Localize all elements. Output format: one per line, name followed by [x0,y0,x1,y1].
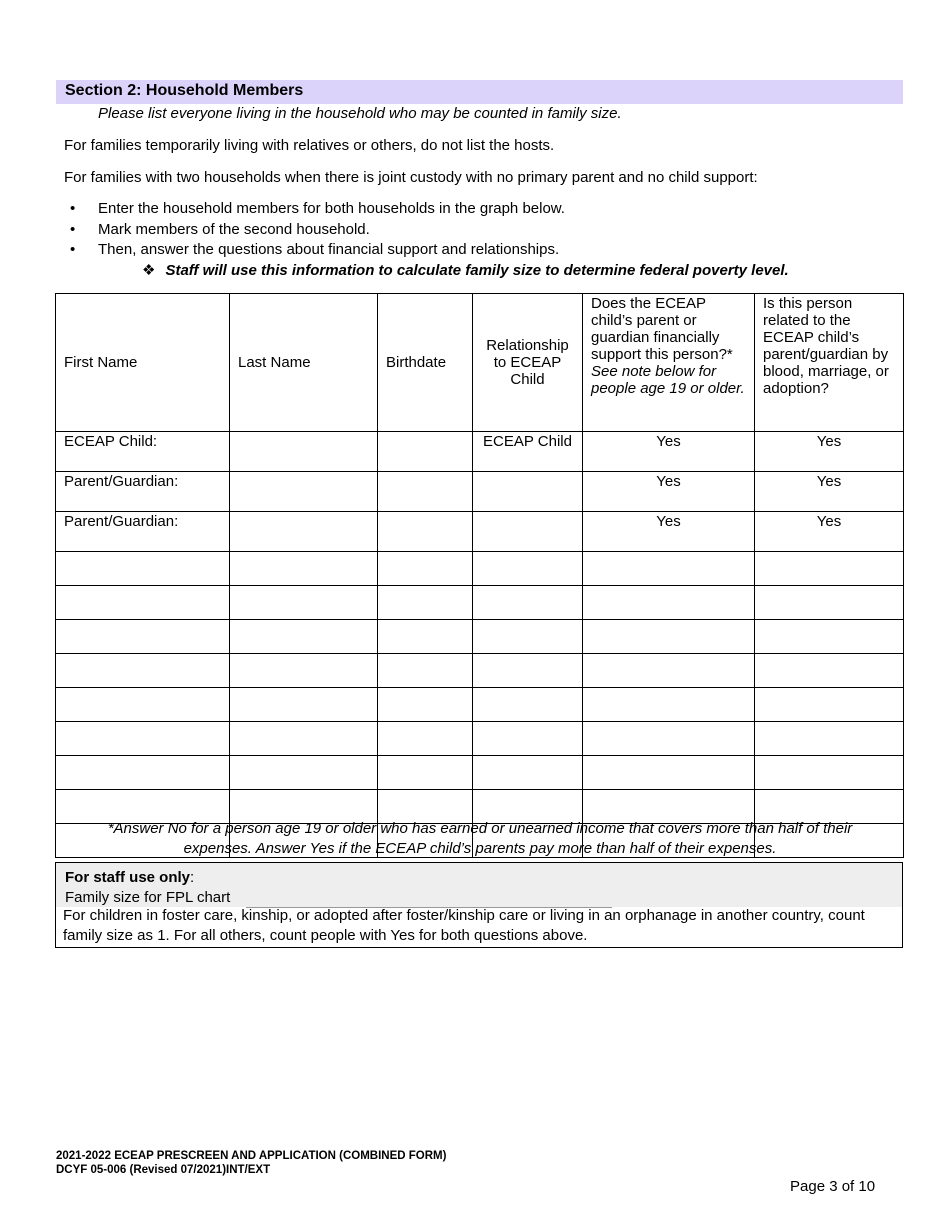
diamond-bullet-icon: ❖ [142,262,156,279]
last-name-cell[interactable] [230,472,378,512]
support-cell: Yes [583,472,755,512]
empty-cell[interactable] [56,756,230,790]
instruction-list [64,200,565,262]
empty-cell[interactable] [755,586,904,620]
last-name-cell[interactable] [230,512,378,552]
table-row [56,654,904,688]
table-header-row [56,294,904,432]
joint-custody-instruction: For families with two households when there is joint custody with no primary parent and no child support: [64,169,758,186]
table-row [56,586,904,620]
header-support-question: Does the ECEAP child’s parent or guardian financially support this person?* [591,295,733,363]
empty-cell[interactable] [473,722,583,756]
header-birthdate: Birthdate [378,294,473,432]
footnote-line-2: expenses. Answer Yes if the ECEAP child’s parents pay more than half of their expenses. [183,840,777,857]
table-row [56,472,904,512]
footer-form-name: 2021-2022 ECEAP PRESCREEN AND APPLICATION (COMBINED FORM) DCYF 05-006 (Revised 07/2021)INT/EXT [56,1150,447,1176]
empty-cell[interactable] [378,620,473,654]
staff-use-title-text: For staff use only [65,869,191,886]
empty-cell[interactable] [755,552,904,586]
relationship-cell[interactable] [473,512,583,552]
bullet-icon: • [70,220,76,238]
staff-use-title: For staff use only: [65,869,195,886]
header-first-name: First Name [56,294,230,432]
related-cell: Yes [755,512,904,552]
bullet-icon: • [70,241,76,258]
related-cell: Yes [755,432,904,472]
empty-cell[interactable] [230,756,378,790]
empty-cell[interactable] [56,688,230,722]
empty-cell[interactable] [230,552,378,586]
footnote-line-1: *Answer No for a person age 19 or older who has earned or unearned income that covers more than half of their [107,820,853,837]
related-cell: Yes [755,472,904,512]
table-row [56,688,904,722]
empty-cell[interactable] [230,722,378,756]
empty-cell[interactable] [473,756,583,790]
empty-cell[interactable] [56,654,230,688]
list-item [64,241,565,262]
table-row [56,552,904,586]
support-cell: Yes [583,432,755,472]
birthdate-cell[interactable] [378,512,473,552]
empty-cell[interactable] [378,756,473,790]
staff-note-text: Staff will use this information to calculate family size to determine federal poverty level. [165,262,789,279]
empty-cell[interactable] [473,552,583,586]
header-support-note: See note below for people age 19 or older. [591,363,745,397]
empty-cell[interactable] [378,654,473,688]
table-row [56,620,904,654]
empty-cell[interactable] [56,552,230,586]
empty-cell[interactable] [755,688,904,722]
staff-note [142,261,789,279]
hosts-instruction: For families temporarily living with relatives or others, do not list the hosts. [64,137,555,154]
empty-cell[interactable] [378,586,473,620]
empty-cell[interactable] [583,620,755,654]
support-cell: Yes [583,512,755,552]
empty-cell[interactable] [56,586,230,620]
empty-cell[interactable] [378,688,473,722]
table-row [56,512,904,552]
birthdate-cell[interactable] [378,432,473,472]
table-footnote [56,819,904,859]
empty-cell[interactable] [230,688,378,722]
first-name-cell: ECEAP Child: [56,432,230,472]
fpl-label: Family size for FPL chart [65,889,231,906]
empty-cell[interactable] [473,654,583,688]
table-row [56,432,904,472]
staff-use-box [55,862,903,948]
header-relationship: Relationship to ECEAP Child [473,294,583,432]
page-number: Page 3 of 10 [790,1178,876,1195]
bullet-icon: • [70,200,76,217]
empty-cell[interactable] [755,654,904,688]
empty-cell[interactable] [378,552,473,586]
header-financial-support [583,294,755,432]
list-item-text: Then, answer the questions about financial support and relationships. [98,241,560,258]
empty-cell[interactable] [378,722,473,756]
household-members-table [55,293,904,858]
foster-care-note: For children in foster care, kinship, or adopted after foster/kinship care or living in an orphanage in another country, count family size as 1. For all others, count people with Yes for both questions above. [63,907,865,944]
empty-cell[interactable] [230,654,378,688]
first-name-cell: Parent/Guardian: [56,472,230,512]
section-title: Section 2: Household Members [65,82,304,99]
empty-cell[interactable] [755,620,904,654]
relationship-cell[interactable] [473,472,583,512]
last-name-cell[interactable] [230,432,378,472]
empty-cell[interactable] [583,688,755,722]
first-name-cell: Parent/Guardian: [56,512,230,552]
empty-cell[interactable] [755,756,904,790]
empty-cell[interactable] [230,620,378,654]
empty-cell[interactable] [583,722,755,756]
empty-cell[interactable] [583,756,755,790]
table-row [56,722,904,756]
empty-cell[interactable] [230,586,378,620]
header-last-name: Last Name [230,294,378,432]
empty-cell[interactable] [583,586,755,620]
section-header [56,80,903,104]
section-intro: Please list everyone living in the household who may be counted in family size. [98,105,622,122]
empty-cell[interactable] [583,654,755,688]
empty-cell[interactable] [473,620,583,654]
table-row [56,756,904,790]
empty-cell[interactable] [56,620,230,654]
list-item [64,200,565,221]
list-item-text: Enter the household members for both households in the graph below. [98,200,565,217]
birthdate-cell[interactable] [378,472,473,512]
empty-cell[interactable] [56,722,230,756]
empty-cell[interactable] [473,688,583,722]
empty-cell[interactable] [583,552,755,586]
relationship-cell: ECEAP Child [473,432,583,472]
list-item-text: Mark members of the second household. [98,220,370,238]
empty-cell[interactable] [755,722,904,756]
list-item [64,221,565,242]
header-related: Is this person related to the ECEAP child’s parent/guardian by blood, marriage, or adoption? [755,294,904,432]
empty-cell[interactable] [473,586,583,620]
